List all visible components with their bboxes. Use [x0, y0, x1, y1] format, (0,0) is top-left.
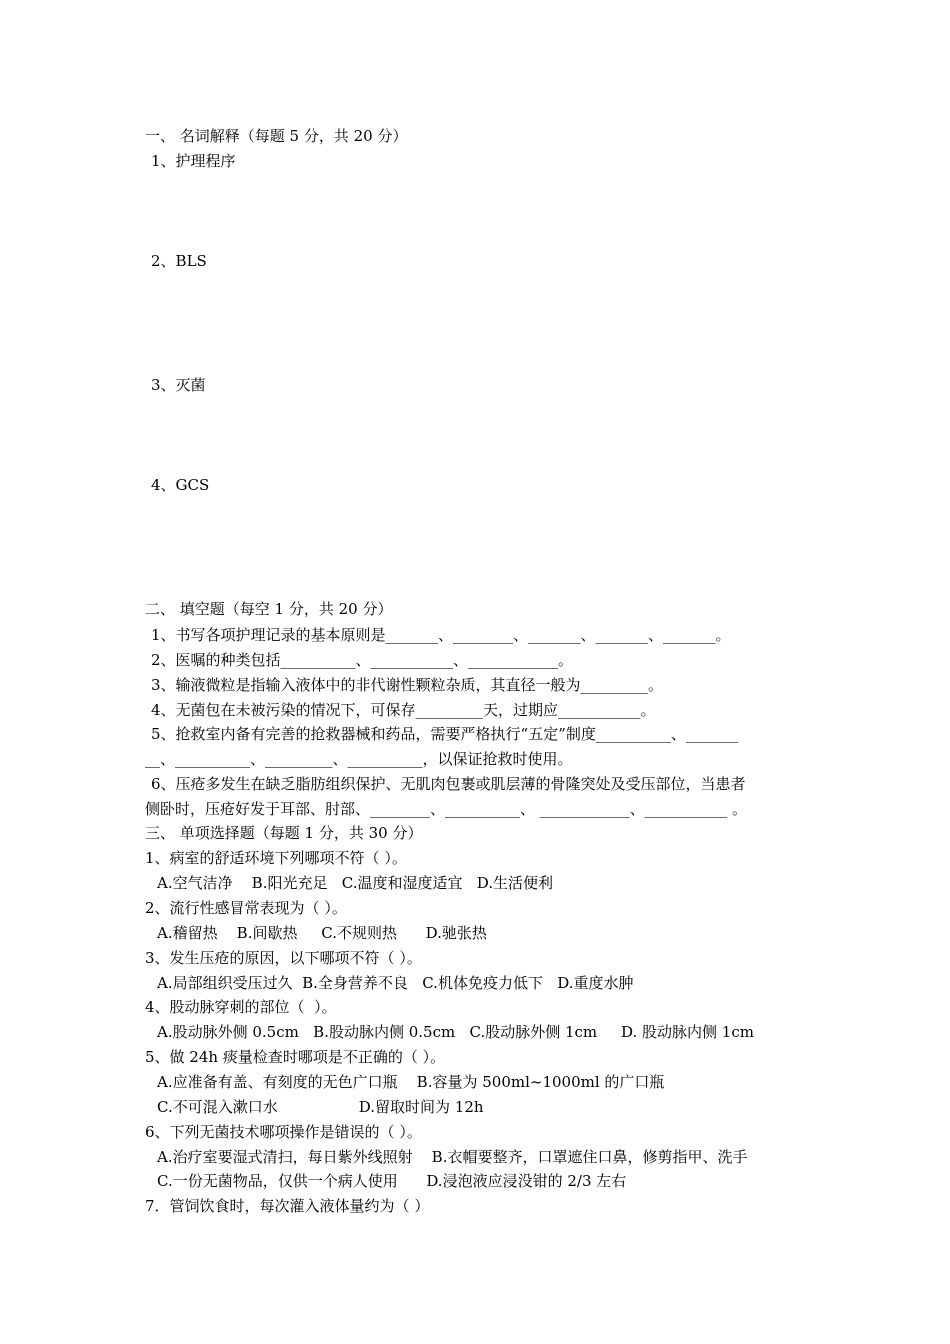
- section-3-heading: 三、 单项选择题（每题 1 分，共 30 分）: [145, 824, 423, 842]
- fill-question-3: 3、输液微粒是指输入液体中的非代谢性颗粒杂质，其直径一般为_________。: [151, 676, 664, 694]
- choice-question-6-options-2: C.一份无菌物品，仅供一个病人使用 D.浸泡液应浸没钳的 2/3 左右: [157, 1172, 627, 1190]
- term-item-2: 2、BLS: [151, 252, 207, 270]
- choice-question-6: 6、下列无菌技术哪项操作是错误的（ ）。: [145, 1123, 422, 1141]
- choice-question-4: 4、股动脉穿刺的部位（ ）。: [145, 998, 337, 1016]
- choice-question-3: 3、发生压疮的原因，以下哪项不符（ ）。: [145, 949, 422, 967]
- choice-question-5-options-1: A.应准备有盖、有刻度的无色广口瓶 B.容量为 500ml~1000ml 的广口瓶: [157, 1073, 665, 1091]
- term-item-3: 3、灭菌: [151, 376, 206, 394]
- fill-question-5-line-1: 5、抢救室内备有完善的抢救器械和药品，需要严格执行“五定”制度__________、_______: [151, 725, 739, 743]
- section-1-heading: 一、 名词解释（每题 5 分，共 20 分）: [145, 127, 408, 145]
- choice-question-5: 5、做 24h 痰量检查时哪项是不正确的（ ）。: [145, 1048, 446, 1066]
- choice-question-7: 7．管饲饮食时，每次灌入液体量约为（ ）: [145, 1197, 430, 1215]
- fill-question-2: 2、医嘱的种类包括__________、___________、____________。: [151, 651, 574, 669]
- choice-question-3-options: A.局部组织受压过久 B.全身营养不良 C.机体免疫力低下 D.重度水肿: [157, 974, 634, 992]
- term-item-4: 4、GCS: [151, 476, 210, 494]
- fill-question-6-line-2: 侧卧时，压疮好发于耳部、肘部、________、__________、 ____________、___________ 。: [145, 800, 748, 818]
- choice-question-2: 2、流行性感冒常表现为（ ）。: [145, 899, 347, 917]
- section-2-heading: 二、 填空题（每空 1 分，共 20 分）: [145, 600, 393, 618]
- fill-question-6-line-1: 6、压疮多发生在缺乏脂肪组织保护、无肌肉包裹或肌层薄的骨隆突处及受压部位，当患者: [151, 775, 746, 793]
- choice-question-5-options-2: C.不可混入漱口水 D.留取时间为 12h: [157, 1098, 484, 1116]
- choice-question-4-options: A.股动脉外侧 0.5cm B.股动脉内侧 0.5cm C.股动脉外侧 1cm D. 股动脉内侧 1cm: [157, 1023, 754, 1041]
- choice-question-1-options: A.空气洁净 B.阳光充足 C.温度和湿度适宜 D.生活便利: [157, 874, 554, 892]
- fill-question-1: 1、书写各项护理记录的基本原则是_______、________、_______、_______、_______。: [151, 626, 731, 644]
- fill-question-5-line-2: __、__________、_________、__________，以保证抢救时使用。: [145, 750, 573, 768]
- term-item-1: 1、护理程序: [151, 152, 236, 170]
- fill-question-4: 4、无菌包在未被污染的情况下，可保存_________天，过期应___________。: [151, 701, 656, 719]
- choice-question-2-options: A.稽留热 B.间歇热 C.不规则热 D.驰张热: [157, 924, 487, 942]
- choice-question-6-options-1: A.治疗室要湿式清扫，每日紫外线照射 B.衣帽要整齐，口罩遮住口鼻，修剪指甲、洗手: [157, 1148, 748, 1166]
- choice-question-1: 1、病室的舒适环境下列哪项不符（ ）。: [145, 849, 407, 867]
